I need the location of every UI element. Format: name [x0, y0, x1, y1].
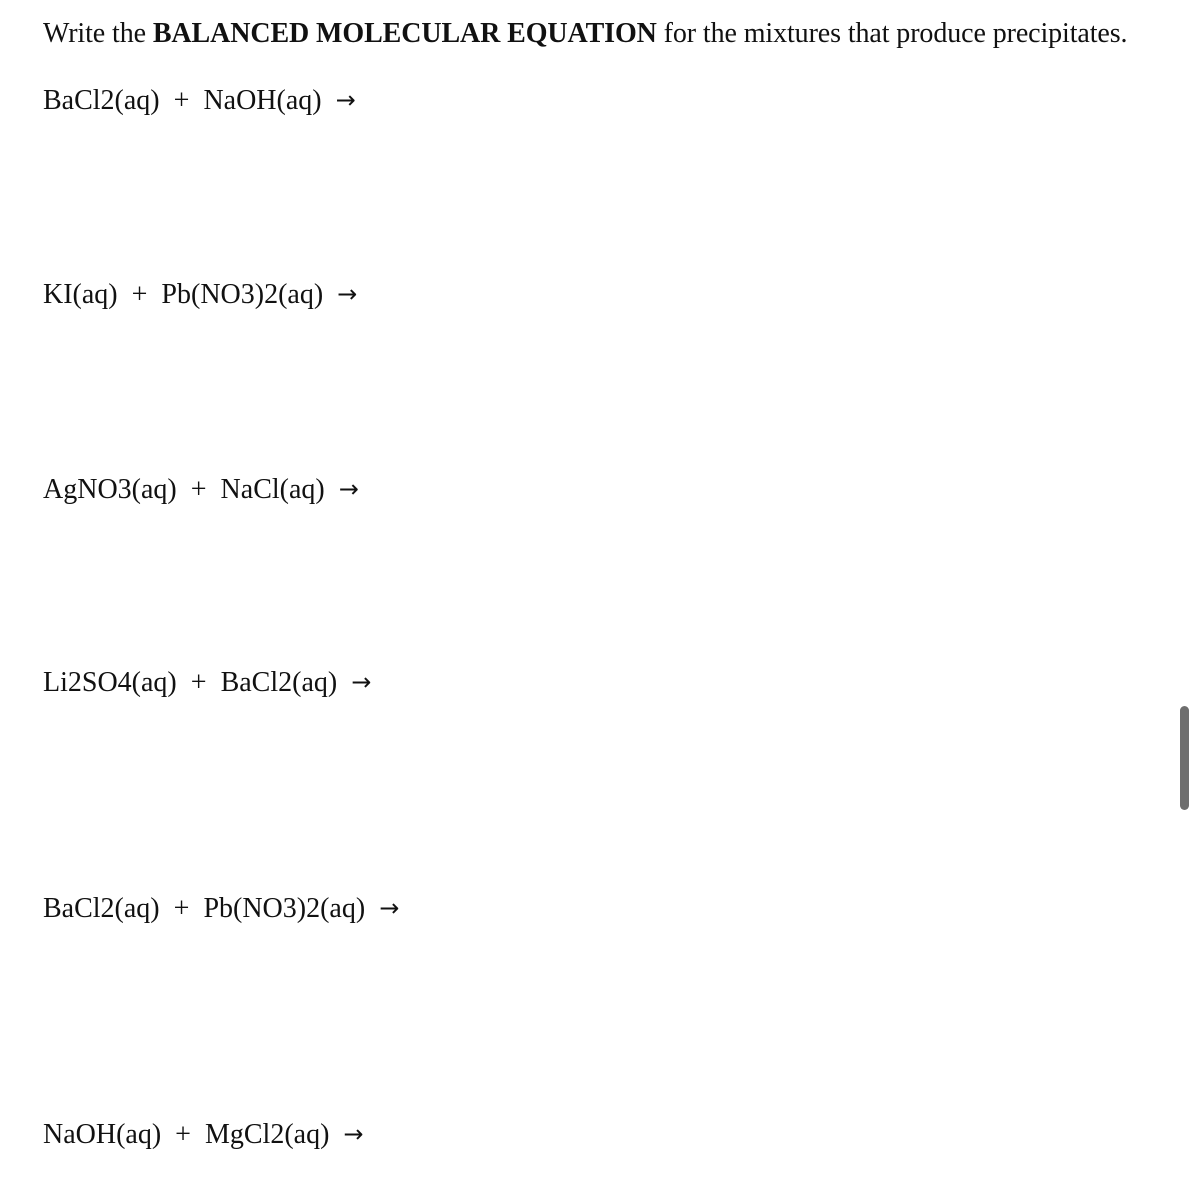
plus-sign: +: [131, 279, 148, 310]
plus-sign: +: [173, 85, 190, 116]
equation-5: [43, 888, 399, 929]
arrow-icon: →: [379, 894, 400, 922]
arrow-icon: →: [343, 1120, 364, 1148]
equation-4: [43, 662, 371, 703]
equation-3: [43, 469, 359, 510]
scrollbar-thumb[interactable]: [1180, 706, 1189, 810]
instruction-emphasis: BALANCED MOLECULAR EQUATION: [152, 18, 657, 49]
arrow-icon: →: [337, 280, 358, 308]
plus-sign: +: [190, 474, 207, 505]
equation-6: [43, 1114, 364, 1155]
reactant-2: Pb(NO3)2(aq): [161, 279, 324, 310]
plus-sign: +: [190, 667, 207, 698]
plus-sign: +: [173, 893, 190, 924]
plus-sign: +: [175, 1119, 191, 1150]
reactant-1: NaOH(aq): [43, 1119, 162, 1150]
instruction-suffix: for the mixtures that produce precipitates.: [656, 18, 1128, 49]
instruction-prefix: Write the: [43, 18, 153, 49]
instruction-text: [43, 14, 1127, 54]
arrow-icon: →: [338, 475, 359, 503]
reactant-2: MgCl2(aq): [204, 1119, 330, 1150]
arrow-icon: →: [335, 86, 356, 114]
reactant-1: BaCl2(aq): [43, 893, 160, 924]
reactant-1: AgNO3(aq): [43, 474, 177, 505]
reactant-2: Pb(NO3)2(aq): [203, 893, 366, 924]
reactant-1: BaCl2(aq): [43, 85, 160, 116]
arrow-icon: →: [351, 668, 372, 696]
reactant-2: NaCl(aq): [220, 474, 325, 505]
reactant-1: KI(aq): [43, 279, 118, 310]
reactant-2: NaOH(aq): [203, 85, 322, 116]
equation-2: [43, 274, 357, 315]
reactant-1: Li2SO4(aq): [43, 667, 177, 698]
equation-1: [43, 80, 356, 121]
reactant-2: BaCl2(aq): [220, 667, 338, 698]
